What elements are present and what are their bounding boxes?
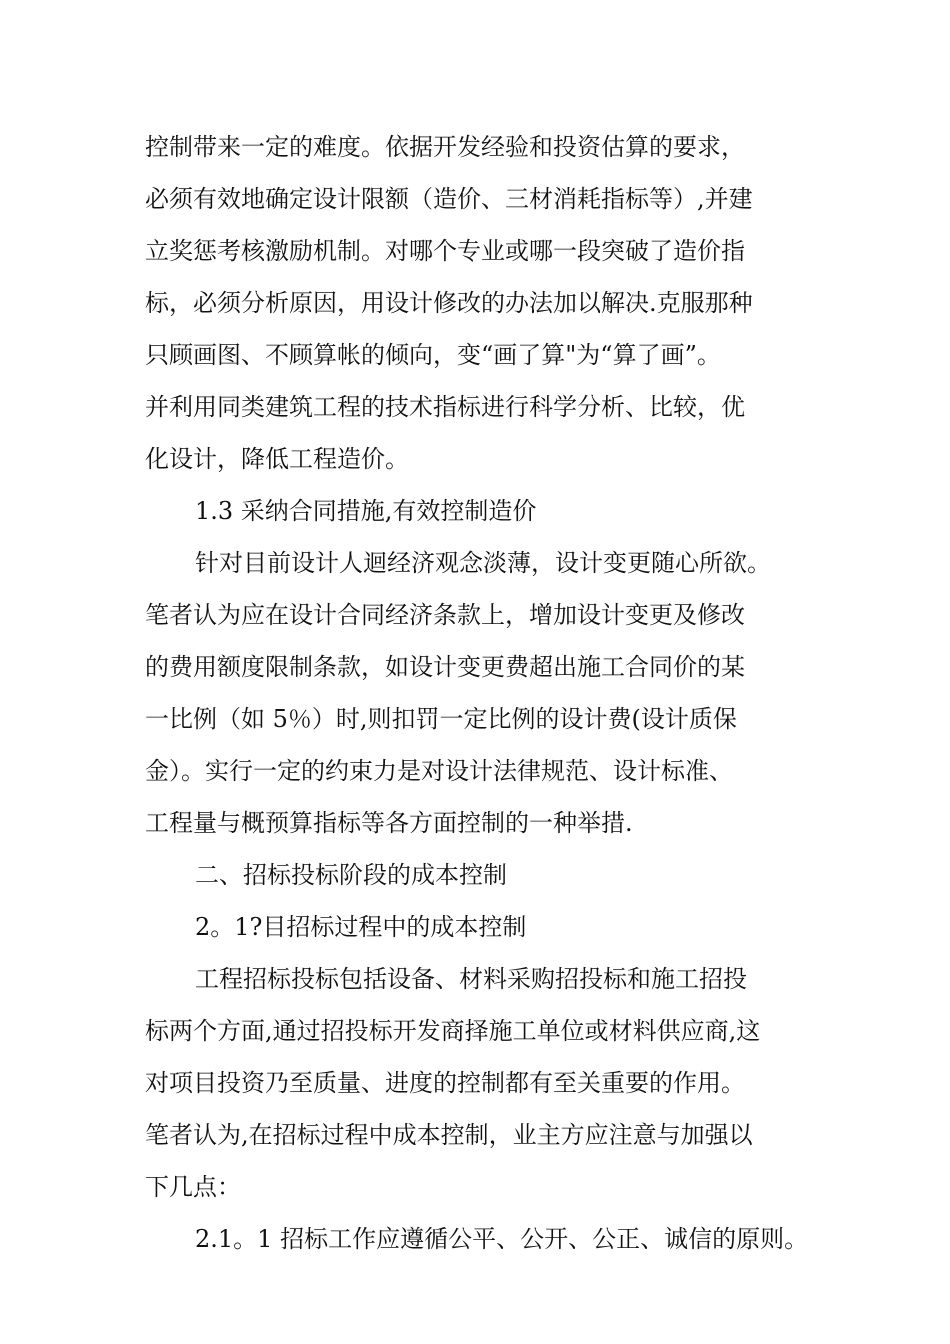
text-line: 工程量与概预算指标等各方面控制的一种举措. bbox=[145, 809, 633, 837]
text-line: 控制带来一定的难度。依据开发经验和投资估算的要求， bbox=[145, 133, 745, 161]
text-line: 金）。实行一定的约束力是对设计法律规范、设计标准、 bbox=[145, 757, 733, 785]
text-line: 一比例（如 5％）时,则扣罚一定比例的设计费(设计质保 bbox=[145, 705, 737, 733]
text-line: 标，必须分析原因，用设计修改的办法加以解决.克服那种 bbox=[145, 289, 753, 317]
text-line: 对项目投资乃至质量、进度的控制都有至关重要的作用。 bbox=[145, 1069, 745, 1097]
text-line: 2。1?目招标过程中的成本控制 bbox=[195, 913, 527, 941]
text-line: 针对目前设计人迴经济观念淡薄，设计变更随心所欲。 bbox=[195, 549, 771, 577]
text-line: 化设计，降低工程造价。 bbox=[145, 445, 409, 473]
text-line: 2.1。1 招标工作应遵循公平、公开、公正、诚信的原则。 bbox=[195, 1225, 809, 1253]
text-line: 1.3 采纳合同措施,有效控制造价 bbox=[195, 497, 537, 525]
text-line: 二、招标投标阶段的成本控制 bbox=[195, 861, 507, 889]
text-line: 笔者认为,在招标过程中成本控制，业主方应注意与加强以 bbox=[145, 1121, 753, 1149]
text-line: 笔者认为应在设计合同经济条款上，增加设计变更及修改 bbox=[145, 601, 745, 629]
text-line: 标两个方面,通过招投标开发商择施工单位或材料供应商,这 bbox=[145, 1017, 761, 1045]
text-line: 工程招标投标包括设备、材料采购招投标和施工招投 bbox=[195, 965, 747, 993]
text-line: 只顾画图、不顾算帐的倾向，变“画了算"为“算了画”。 bbox=[145, 341, 721, 369]
text-line: 并利用同类建筑工程的技术指标进行科学分析、比较，优 bbox=[145, 393, 745, 421]
text-line: 立奖惩考核激励机制。对哪个专业或哪一段突破了造价指 bbox=[145, 237, 745, 265]
text-line: 下几点： bbox=[145, 1173, 241, 1201]
document-body bbox=[145, 127, 835, 1271]
text-line: 的费用额度限制条款，如设计变更费超出施工合同价的某 bbox=[145, 653, 745, 681]
text-line: 必须有效地确定设计限额（造价、三材消耗指标等）,并建 bbox=[145, 185, 753, 213]
